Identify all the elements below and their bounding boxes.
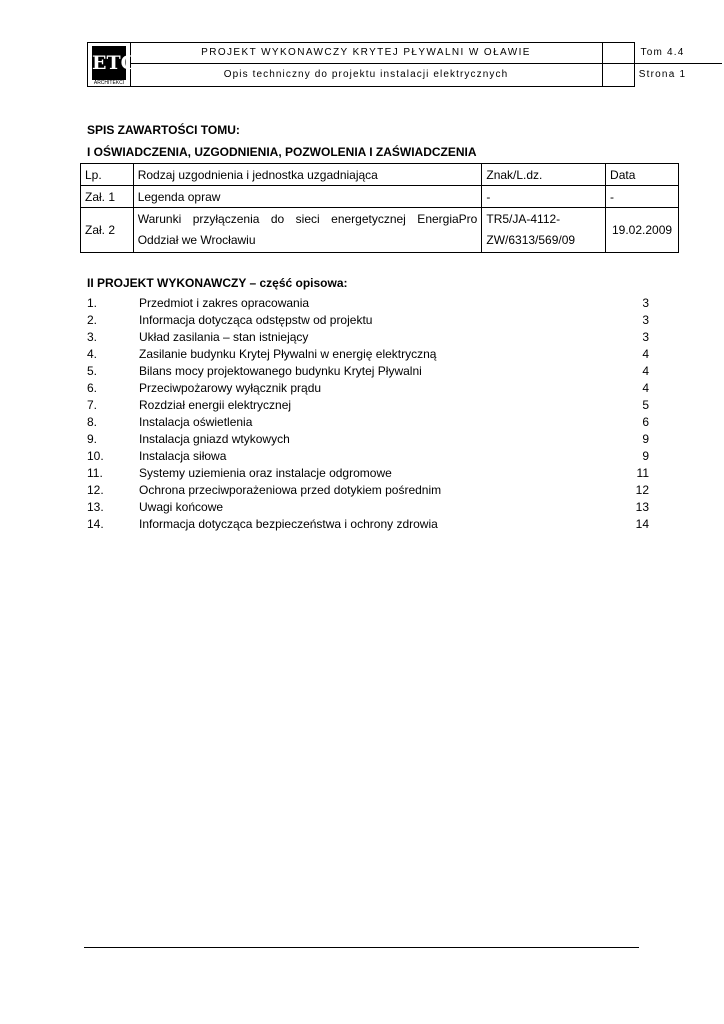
toc-page: 14 — [635, 517, 649, 531]
list-item — [87, 482, 649, 499]
cell-rodzaj-line2: Oddział we Wrocławiu — [137, 233, 256, 247]
header-data: Data — [606, 164, 679, 186]
list-item — [87, 312, 649, 329]
toc-page: 12 — [635, 483, 649, 497]
toc-number: 3. — [87, 330, 98, 344]
cell-znak-line1: TR5/JA-4112- — [486, 212, 561, 226]
cell-znak-line2: ZW/6313/569/09 — [486, 233, 576, 247]
table-row — [81, 208, 679, 253]
toc-number: 10. — [87, 449, 104, 463]
list-item — [87, 414, 649, 431]
toc-title: Instalacja gniazd wtykowych — [139, 432, 290, 446]
logo-cell — [88, 43, 136, 86]
cell-znak: - — [482, 186, 606, 208]
toc-title: Układ zasilania – stan istniejący — [139, 330, 309, 344]
document-subtitle: Opis techniczny do projektu instalacji elektrycznych — [130, 64, 603, 86]
table-of-contents — [87, 295, 649, 533]
toc-page: 6 — [642, 415, 649, 429]
toc-title: Przedmiot i zakres opracowania — [139, 296, 310, 310]
cell-lp: Zał. 1 — [81, 186, 134, 208]
document-header — [87, 42, 687, 87]
toc-number: 1. — [87, 296, 98, 310]
volume-number: Tom 4.4 — [603, 43, 722, 64]
toc-number: 9. — [87, 432, 98, 446]
toc-title: Instalacja oświetlenia — [139, 415, 253, 429]
list-item — [87, 431, 649, 448]
toc-page: 3 — [642, 296, 649, 310]
toc-number: 7. — [87, 398, 98, 412]
toc-title: Rozdział energii elektrycznej — [139, 398, 292, 412]
list-item — [87, 329, 649, 346]
cell-rodzaj — [133, 208, 482, 253]
list-item — [87, 397, 649, 414]
toc-title: Informacja dotycząca odstępstw od projektu — [139, 313, 373, 327]
list-item — [87, 465, 649, 482]
table-row — [81, 186, 679, 208]
approvals-table — [80, 163, 679, 253]
list-item — [87, 295, 649, 312]
section1-heading: I OŚWIADCZENIA, UZGODNIENIA, POZWOLENIA I ZAŚWIADCZENIA — [87, 145, 477, 159]
header-rodzaj: Rodzaj uzgodnienia i jednostka uzgadniająca — [133, 164, 482, 186]
list-item — [87, 380, 649, 397]
toc-title: Zasilanie budynku Krytej Pływalni w energię elektryczną — [139, 347, 437, 361]
cell-lp: Zał. 2 — [81, 208, 134, 253]
project-title: PROJEKT WYKONAWCZY KRYTEJ PŁYWALNI W OŁAWIE — [130, 43, 603, 64]
toc-number: 13. — [87, 500, 104, 514]
toc-number: 11. — [87, 466, 103, 480]
toc-page: 4 — [642, 381, 649, 395]
list-item — [87, 346, 649, 363]
table-header-row — [81, 164, 679, 186]
toc-title: Uwagi końcowe — [139, 500, 224, 514]
toc-title: Bilans mocy projektowanego budynku Krytej Pływalni — [139, 364, 422, 378]
toc-page: 5 — [642, 398, 649, 412]
toc-title: Instalacja siłowa — [139, 449, 227, 463]
toc-number: 8. — [87, 415, 98, 429]
toc-page: 3 — [642, 313, 649, 327]
toc-page: 4 — [642, 364, 649, 378]
toc-number: 6. — [87, 381, 98, 395]
cell-rodzaj: Legenda opraw — [133, 186, 482, 208]
contents-heading: SPIS ZAWARTOŚCI TOMU: — [87, 123, 240, 137]
page-number: Strona 1 — [638, 69, 687, 80]
cell-data: - — [606, 186, 679, 208]
cell-data: 19.02.2009 — [606, 208, 679, 253]
toc-number: 14. — [87, 517, 104, 531]
list-item — [87, 499, 649, 516]
list-item — [87, 516, 649, 533]
header-znak: Znak/L.dz. — [482, 164, 606, 186]
toc-number: 4. — [87, 347, 98, 361]
toc-page: 9 — [642, 449, 649, 463]
footer-divider — [84, 947, 639, 948]
toc-page: 4 — [642, 347, 649, 361]
toc-page: 11 — [636, 466, 649, 480]
list-item — [87, 448, 649, 465]
company-logo: ETC — [92, 46, 126, 80]
toc-page: 3 — [642, 330, 649, 344]
cell-rodzaj-line1: Warunki przyłączenia do sieci energetycznej EnergiaPro — [137, 212, 478, 226]
toc-title: Ochrona przeciwporażeniowa przed dotykiem pośrednim — [139, 483, 442, 497]
toc-number: 5. — [87, 364, 98, 378]
toc-number: 2. — [87, 313, 98, 327]
cell-znak — [482, 208, 606, 253]
toc-title: Systemy uziemienia oraz instalacje odgromowe — [139, 466, 392, 480]
list-item — [87, 363, 649, 380]
toc-title: Przeciwpożarowy wyłącznik prądu — [139, 381, 322, 395]
toc-number: 12. — [87, 483, 104, 497]
company-logo-subtext: ARCHITEKCI — [93, 80, 125, 86]
toc-page: 13 — [635, 500, 649, 514]
toc-page: 9 — [642, 432, 649, 446]
header-lp: Lp. — [81, 164, 134, 186]
toc-title: Informacja dotycząca bezpieczeństwa i ochrony zdrowia — [139, 517, 438, 531]
section2-heading: II PROJEKT WYKONAWCZY – część opisowa: — [87, 276, 348, 290]
